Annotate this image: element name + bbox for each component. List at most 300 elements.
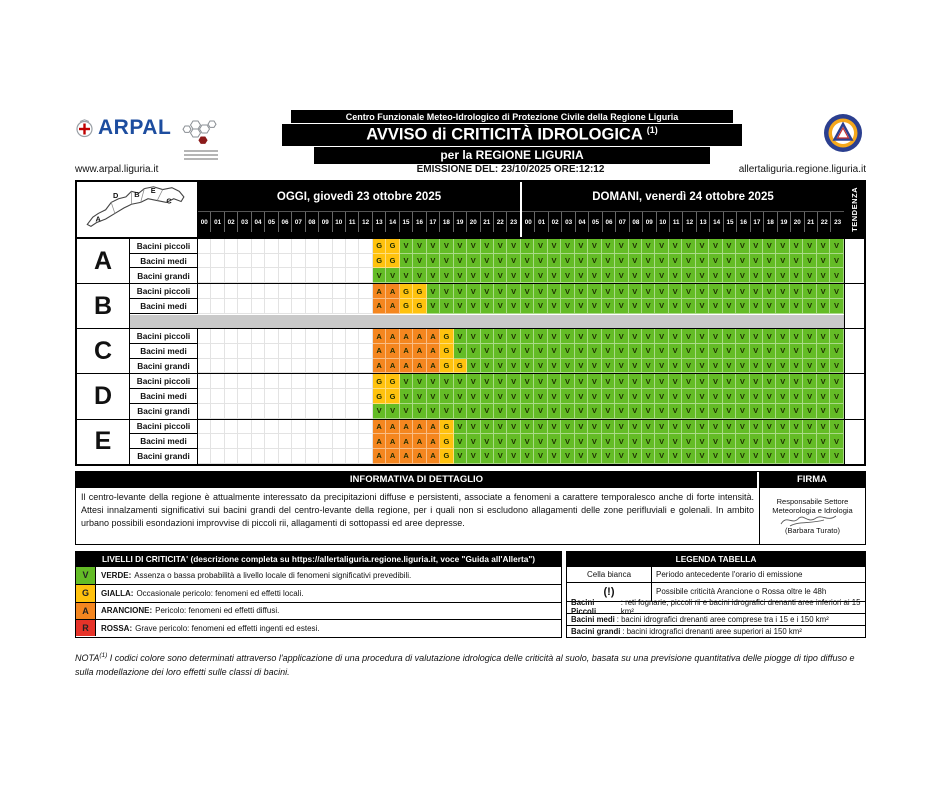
- criticality-cell: V: [655, 434, 668, 449]
- criticality-cell: [306, 329, 319, 344]
- criticality-cell: [238, 389, 251, 404]
- criticality-cell: V: [507, 344, 520, 359]
- criticality-cell: [292, 329, 305, 344]
- legend-color-swatch: V: [76, 567, 96, 584]
- criticality-cell: [279, 329, 292, 344]
- criticality-cell: V: [467, 239, 480, 254]
- criticality-cell: V: [750, 389, 763, 404]
- hexagon-cluster-icon: [181, 118, 221, 148]
- criticality-cell: V: [481, 284, 494, 299]
- criticality-cell: V: [830, 374, 843, 389]
- criticality-cell: V: [588, 268, 601, 283]
- table-body: [77, 239, 864, 464]
- criticality-cell: [252, 299, 265, 314]
- criticality-cell: [359, 254, 372, 269]
- criticality-cell: V: [507, 434, 520, 449]
- criticality-cell: V: [669, 268, 682, 283]
- criticality-cell: V: [494, 389, 507, 404]
- zone-block-a: [77, 239, 864, 284]
- criticality-cell: V: [750, 344, 763, 359]
- criticality-cell: V: [521, 239, 534, 254]
- criticality-cell: [225, 359, 238, 374]
- basin-label: Bacini medi: [130, 254, 198, 269]
- criticality-cell: V: [776, 404, 789, 419]
- criticality-cell: G: [386, 374, 399, 389]
- criticality-cell: V: [790, 359, 803, 374]
- criticality-cell: V: [830, 434, 843, 449]
- hour-label: 08: [630, 212, 643, 232]
- header-secondary-row: [75, 163, 866, 176]
- criticality-cell: V: [642, 329, 655, 344]
- criticality-cell: V: [723, 359, 736, 374]
- criticality-cell: [319, 284, 332, 299]
- legend-table-title: LEGENDA TABELLA: [567, 552, 865, 567]
- criticality-cell: [346, 254, 359, 269]
- criticality-cell: V: [776, 284, 789, 299]
- criticality-cell: V: [803, 359, 816, 374]
- criticality-cell: V: [615, 449, 628, 464]
- criticality-cell: [292, 359, 305, 374]
- tendenza-cell: [844, 374, 864, 418]
- criticality-cell: [279, 344, 292, 359]
- criticality-cell: V: [709, 284, 722, 299]
- criticality-cell: V: [575, 434, 588, 449]
- criticality-cell: [252, 329, 265, 344]
- criticality-cell: [346, 404, 359, 419]
- criticality-cell: V: [817, 299, 830, 314]
- informativa-title: INFORMATIVA DI DETTAGLIO: [76, 472, 759, 488]
- basin-definition-text: : reti fognarie, piccoli rii e bacini idrografici drenanti aree inferiori ai 15 km²: [620, 598, 861, 617]
- emission-datetime: EMISSIONE DEL: 23/10/2025 ORE:12:12: [416, 164, 605, 175]
- criticality-cell: V: [776, 434, 789, 449]
- criticality-cell: V: [427, 284, 440, 299]
- criticality-cell: V: [521, 268, 534, 283]
- criticality-cell: [306, 389, 319, 404]
- criticality-cell: [319, 254, 332, 269]
- criticality-cell: A: [400, 449, 413, 464]
- criticality-cell: [279, 404, 292, 419]
- criticality-cell: A: [386, 420, 399, 435]
- legend-level-lead: ARANCIONE:: [101, 606, 153, 616]
- bulletin-document: [75, 110, 866, 680]
- criticality-cell: V: [615, 344, 628, 359]
- criticality-cell: V: [588, 299, 601, 314]
- criticality-cell: V: [561, 299, 574, 314]
- basin-row: [130, 359, 844, 374]
- basin-row: [130, 389, 844, 404]
- basin-row: [130, 434, 844, 449]
- criticality-cell: V: [642, 449, 655, 464]
- hours-row-today: [198, 211, 520, 232]
- basin-definition-lead: Bacini Piccoli: [571, 598, 597, 617]
- criticality-cell: [198, 404, 211, 419]
- criticality-cell: V: [790, 329, 803, 344]
- criticality-cell: V: [763, 420, 776, 435]
- criticality-cell: V: [548, 374, 561, 389]
- criticality-cell: V: [763, 254, 776, 269]
- hour-label: 01: [535, 212, 548, 232]
- basin-definition: [567, 625, 865, 637]
- tendenza-label: TENDENZA: [849, 187, 859, 232]
- liguria-zones-map: [77, 182, 198, 237]
- criticality-cell: V: [790, 239, 803, 254]
- criticality-cell: [225, 420, 238, 435]
- criticality-cell: V: [790, 254, 803, 269]
- basin-label: Bacini medi: [130, 344, 198, 359]
- hour-label: 21: [805, 212, 818, 232]
- criticality-cell: V: [750, 420, 763, 435]
- criticality-cell: [265, 268, 278, 283]
- criticality-cell: [238, 420, 251, 435]
- criticality-cell: V: [494, 374, 507, 389]
- criticality-cell: V: [454, 434, 467, 449]
- criticality-cell: V: [615, 284, 628, 299]
- criticality-cell: [292, 420, 305, 435]
- criticality-cell: [319, 374, 332, 389]
- criticality-cell: V: [750, 239, 763, 254]
- criticality-cell: V: [494, 254, 507, 269]
- criticality-cell: V: [507, 268, 520, 283]
- legend-levels-title: LIVELLI DI CRITICITA' (descrizione completa su https://allertaliguria.regione.liguria.it, voce "Guida all'Allerta"): [76, 552, 561, 567]
- criticality-cell: A: [373, 359, 386, 374]
- basin-definition-text: : bacini idrografici drenanti aree superiori ai 150 km²: [622, 626, 802, 636]
- tendenza-cell: [844, 420, 864, 464]
- criticality-cell: V: [481, 359, 494, 374]
- criticality-cell: V: [454, 268, 467, 283]
- criticality-cell: V: [776, 420, 789, 435]
- criticality-cell: V: [575, 389, 588, 404]
- criticality-cell: [211, 344, 224, 359]
- criticality-cell: V: [696, 329, 709, 344]
- criticality-cell: V: [736, 254, 749, 269]
- criticality-cell: V: [723, 284, 736, 299]
- liguria-map-icon: [80, 184, 193, 230]
- criticality-cell: V: [602, 374, 615, 389]
- criticality-cell: V: [629, 420, 642, 435]
- criticality-cell: V: [696, 284, 709, 299]
- allerta-site-url: allertaliguria.regione.liguria.it: [738, 164, 866, 175]
- criticality-cell: V: [736, 359, 749, 374]
- basin-definition-lead: Bacini medi: [571, 614, 615, 624]
- criticality-cell: V: [790, 344, 803, 359]
- criticality-cell: V: [776, 329, 789, 344]
- basin-label: Bacini piccoli: [130, 420, 198, 435]
- criticality-cell: V: [709, 268, 722, 283]
- criticality-cell: V: [454, 329, 467, 344]
- legend-level-desc: Assenza o bassa probabilità a livello locale di fenomeni significativi prevedibili.: [134, 570, 412, 580]
- criticality-cell: V: [790, 404, 803, 419]
- criticality-cell: [333, 404, 346, 419]
- criticality-cell: V: [561, 284, 574, 299]
- criticality-cell: V: [521, 434, 534, 449]
- criticality-cell: V: [669, 434, 682, 449]
- criticality-cell: V: [427, 268, 440, 283]
- criticality-cell: V: [830, 404, 843, 419]
- criticality-cell: V: [602, 420, 615, 435]
- criticality-cell: [198, 359, 211, 374]
- basin-label: Bacini piccoli: [130, 374, 198, 389]
- legend-table-key: (!): [567, 583, 652, 601]
- criticality-cell: V: [830, 284, 843, 299]
- criticality-cell: V: [521, 389, 534, 404]
- criticality-cell: V: [709, 389, 722, 404]
- criticality-cell: V: [776, 299, 789, 314]
- criticality-cell: A: [386, 299, 399, 314]
- criticality-cell: [225, 404, 238, 419]
- legend-level-desc: Pericolo: fenomeni ed effetti diffusi.: [155, 606, 280, 616]
- criticality-cell: V: [467, 299, 480, 314]
- criticality-cell: V: [615, 239, 628, 254]
- criticality-cell: V: [467, 268, 480, 283]
- criticality-cell: A: [427, 359, 440, 374]
- legend-level-row: [76, 619, 561, 636]
- criticality-cell: V: [548, 239, 561, 254]
- criticality-cell: [279, 254, 292, 269]
- criticality-cell: V: [696, 389, 709, 404]
- criticality-cell: V: [776, 239, 789, 254]
- criticality-cell: [292, 344, 305, 359]
- criticality-cell: [198, 344, 211, 359]
- criticality-cell: V: [669, 389, 682, 404]
- criticality-cell: [211, 434, 224, 449]
- criticality-cell: V: [427, 404, 440, 419]
- basin-label: Bacini medi: [130, 299, 198, 314]
- hour-label: 19: [454, 212, 467, 232]
- criticality-cell: V: [521, 299, 534, 314]
- criticality-cell: [265, 329, 278, 344]
- hour-label: 01: [211, 212, 224, 232]
- footnote: [75, 651, 866, 680]
- criticality-cell: [265, 434, 278, 449]
- criticality-cell: V: [709, 344, 722, 359]
- criticality-cell: V: [736, 374, 749, 389]
- criticality-cell: [319, 344, 332, 359]
- criticality-cell: [252, 404, 265, 419]
- criticality-cell: V: [763, 344, 776, 359]
- hour-label: 23: [510, 218, 518, 226]
- criticality-cell: A: [413, 359, 426, 374]
- legend-level-text: [96, 585, 561, 601]
- criticality-cell: V: [454, 254, 467, 269]
- hour-label: 23: [834, 218, 842, 226]
- criticality-cell: V: [561, 404, 574, 419]
- hour-label: 02: [225, 212, 238, 232]
- hour-label: 03: [238, 212, 251, 232]
- legend-section: [75, 551, 866, 638]
- criticality-cell: [333, 420, 346, 435]
- criticality-cell: V: [776, 389, 789, 404]
- criticality-cell: V: [669, 359, 682, 374]
- criticality-cell: V: [696, 420, 709, 435]
- criticality-cell: V: [803, 374, 816, 389]
- criticality-cell: V: [427, 239, 440, 254]
- criticality-cell: V: [682, 329, 695, 344]
- criticality-cell: [238, 284, 251, 299]
- criticality-cell: V: [494, 359, 507, 374]
- criticality-cell: V: [817, 374, 830, 389]
- criticality-cell: V: [548, 359, 561, 374]
- criticality-cell: V: [629, 434, 642, 449]
- criticality-cell: A: [400, 420, 413, 435]
- criticality-cell: V: [655, 404, 668, 419]
- criticality-cell: V: [750, 284, 763, 299]
- criticality-cell: V: [763, 404, 776, 419]
- criticality-cell: [306, 434, 319, 449]
- criticality-cell: V: [790, 389, 803, 404]
- criticality-cell: [333, 254, 346, 269]
- criticality-cell: V: [494, 344, 507, 359]
- criticality-cell: V: [817, 239, 830, 254]
- basin-row: [130, 284, 844, 299]
- criticality-cell: [333, 434, 346, 449]
- criticality-cell: [306, 254, 319, 269]
- criticality-cell: V: [642, 359, 655, 374]
- criticality-cell: [265, 284, 278, 299]
- table-header: [77, 182, 864, 239]
- criticality-cell: G: [440, 329, 453, 344]
- criticality-cell: [252, 420, 265, 435]
- criticality-cell: V: [696, 344, 709, 359]
- criticality-cell: [346, 434, 359, 449]
- criticality-cell: [359, 389, 372, 404]
- criticality-cell: [319, 404, 332, 419]
- criticality-cell: [225, 299, 238, 314]
- criticality-cell: V: [803, 344, 816, 359]
- criticality-cell: V: [507, 449, 520, 464]
- footnote-ref: (1): [99, 651, 108, 659]
- basin-row: [130, 374, 844, 389]
- criticality-cell: V: [575, 284, 588, 299]
- criticality-cell: V: [615, 254, 628, 269]
- criticality-cell: V: [763, 299, 776, 314]
- criticality-cell: V: [629, 359, 642, 374]
- criticality-cell: V: [440, 404, 453, 419]
- criticality-cell: [346, 374, 359, 389]
- basin-row: [130, 449, 844, 464]
- criticality-cell: V: [373, 268, 386, 283]
- centro-funzionale-logo: [181, 118, 221, 160]
- criticality-cell: [346, 284, 359, 299]
- criticality-cell: V: [588, 389, 601, 404]
- criticality-cell: V: [373, 404, 386, 419]
- criticality-cell: V: [507, 374, 520, 389]
- criticality-cell: V: [682, 284, 695, 299]
- criticality-cell: V: [400, 374, 413, 389]
- basin-row: [130, 268, 844, 283]
- criticality-cell: V: [467, 389, 480, 404]
- hour-label: 12: [683, 212, 696, 232]
- criticality-cell: V: [776, 359, 789, 374]
- basin-label: Bacini piccoli: [130, 284, 198, 299]
- criticality-cell: V: [655, 449, 668, 464]
- criticality-cell: V: [440, 389, 453, 404]
- criticality-cell: [211, 239, 224, 254]
- criticality-cell: V: [750, 299, 763, 314]
- basin-row: [130, 404, 844, 419]
- criticality-cell: V: [615, 374, 628, 389]
- criticality-cell: [333, 374, 346, 389]
- criticality-cell: A: [427, 434, 440, 449]
- criticality-cell: V: [669, 420, 682, 435]
- criticality-cell: V: [467, 449, 480, 464]
- criticality-cell: [225, 389, 238, 404]
- criticality-cell: G: [373, 389, 386, 404]
- criticality-cell: V: [763, 449, 776, 464]
- criticality-cell: V: [588, 254, 601, 269]
- criticality-cell: [265, 299, 278, 314]
- criticality-cell: [238, 374, 251, 389]
- criticality-cell: [265, 404, 278, 419]
- criticality-cell: V: [602, 404, 615, 419]
- criticality-cell: [279, 420, 292, 435]
- criticality-cell: A: [400, 359, 413, 374]
- criticality-cell: [265, 359, 278, 374]
- criticality-cell: V: [655, 344, 668, 359]
- criticality-cell: V: [575, 239, 588, 254]
- criticality-cell: V: [481, 389, 494, 404]
- criticality-cell: [359, 329, 372, 344]
- criticality-cell: [265, 449, 278, 464]
- criticality-cell: [265, 389, 278, 404]
- criticality-cell: [211, 329, 224, 344]
- criticality-cell: V: [454, 299, 467, 314]
- footnote-text: I codici colore sono determinati attraverso l'applicazione di una procedura di valutazione idrologica delle criticità al suolo, basata su una previsione quantitativa delle piogge di tipo diffuso e sulla modellazione dei loro effetti sulle classi di bacini.: [75, 652, 855, 677]
- zone-block-d: [77, 374, 864, 419]
- criticality-cell: V: [736, 404, 749, 419]
- criticality-cell: G: [440, 344, 453, 359]
- criticality-cell: V: [642, 389, 655, 404]
- criticality-cell: V: [682, 374, 695, 389]
- criticality-cell: V: [588, 359, 601, 374]
- hour-label: 14: [386, 212, 399, 232]
- criticality-cell: V: [413, 254, 426, 269]
- criticality-cell: V: [709, 329, 722, 344]
- criticality-cell: [306, 239, 319, 254]
- hour-label: 18: [440, 212, 453, 232]
- criticality-cell: V: [454, 420, 467, 435]
- criticality-cell: V: [588, 239, 601, 254]
- criticality-cell: V: [413, 239, 426, 254]
- criticality-cell: V: [736, 420, 749, 435]
- criticality-cell: [265, 420, 278, 435]
- criticality-cell: V: [803, 420, 816, 435]
- criticality-cell: V: [776, 254, 789, 269]
- criticality-cell: V: [588, 449, 601, 464]
- hour-label: 04: [252, 212, 265, 232]
- criticality-cell: V: [602, 268, 615, 283]
- criticality-cell: V: [790, 299, 803, 314]
- criticality-cell: [238, 434, 251, 449]
- criticality-cell: A: [427, 344, 440, 359]
- criticality-cell: V: [507, 284, 520, 299]
- criticality-cell: V: [467, 329, 480, 344]
- arpal-crest-icon: [75, 119, 94, 138]
- legend-level-lead: VERDE:: [101, 570, 132, 580]
- criticality-cell: [279, 284, 292, 299]
- title-main-text: AVVISO di CRITICITÀ IDROLOGICA: [366, 125, 643, 144]
- criticality-cell: V: [750, 329, 763, 344]
- criticality-cell: V: [817, 254, 830, 269]
- criticality-cell: V: [803, 389, 816, 404]
- criticality-cell: V: [817, 404, 830, 419]
- criticality-cell: V: [561, 344, 574, 359]
- hour-label: 11: [346, 212, 359, 232]
- criticality-cell: [333, 268, 346, 283]
- hour-label: 22: [818, 212, 831, 232]
- informativa-body: [76, 488, 865, 544]
- map-zone-letter: C: [166, 196, 172, 206]
- criticality-cell: V: [561, 239, 574, 254]
